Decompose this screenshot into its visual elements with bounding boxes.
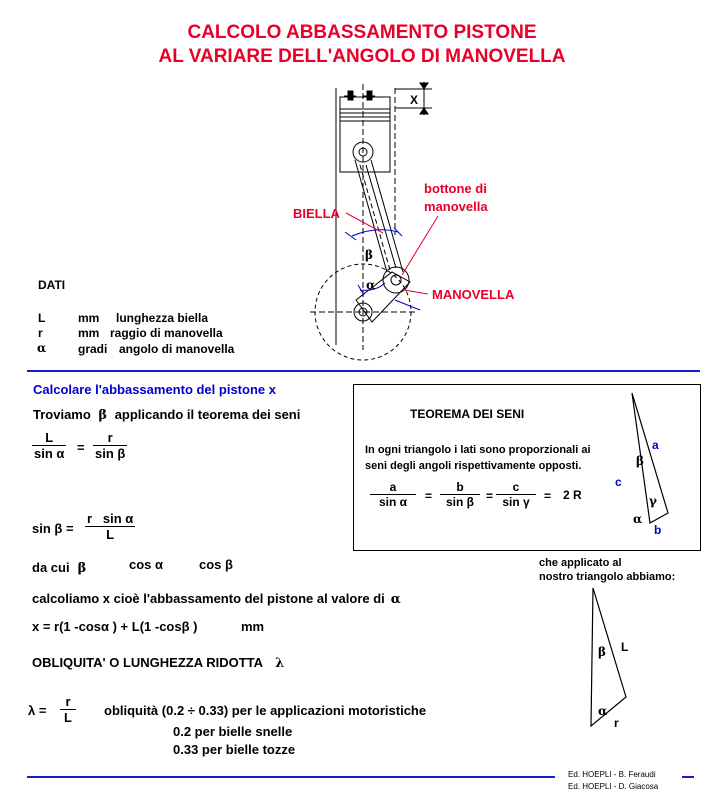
bielle-tozze: 0.33 per bielle tozze xyxy=(173,742,296,757)
dati-unit-alpha: gradi xyxy=(78,342,108,356)
calcoliamo-text: calcoliamo x cioè l'abbassamento del pistone al valore di α xyxy=(32,591,401,607)
eq2-lhs: sin β = xyxy=(32,521,74,536)
eq2-frac: $\frac{\text{r sin α}}{L}$ xyxy=(87,511,134,542)
crank-circle xyxy=(310,264,418,360)
top-rule xyxy=(27,370,700,372)
tri-b-label: b xyxy=(654,523,662,537)
tri-gamma-label: γ xyxy=(649,494,657,508)
teorema-frac-c: $\frac{c}{\text{sin γ}}$ xyxy=(496,480,536,509)
dati-unit-L: mm xyxy=(78,311,100,325)
eq1-frac-right: $\frac{r}{\text{sin β}}$ xyxy=(95,430,126,461)
dati-unit-r: mm xyxy=(78,326,100,340)
eq1-equals: = xyxy=(77,440,85,455)
teorema-eq-2: = xyxy=(486,489,494,503)
tri-beta-label: β xyxy=(636,454,644,468)
applicato-line2: nostro triangolo abbiamo: xyxy=(539,571,676,583)
footer-line1: Ed. HOEPLI - B. Feraudi xyxy=(568,770,656,779)
da-cui: da cui β xyxy=(32,560,87,576)
teorema-frac-b: $\frac{b}{\text{sin β}}$ xyxy=(440,480,480,509)
bottone-label-line2: manovella xyxy=(424,199,488,214)
applied-r-label: r xyxy=(614,716,619,730)
crank-mechanism-diagram xyxy=(0,0,724,370)
angle-arcs xyxy=(345,228,420,310)
biella-label: BIELLA xyxy=(293,206,340,221)
lambda-frac: $\frac{r}{L}$ xyxy=(60,694,76,725)
obliquita-text: obliquità (0.2 ÷ 0.33) per le applicazioni motoristiche xyxy=(104,703,427,718)
dati-desc-L: lunghezza biella xyxy=(116,311,209,325)
applied-triangle xyxy=(580,585,640,735)
page-title-line1: CALCOLO ABBASSAMENTO PISTONE xyxy=(187,22,537,43)
applied-alpha-label: α xyxy=(598,704,608,718)
dati-desc-alpha: angolo di manovella xyxy=(119,342,235,356)
dati-heading: DATI xyxy=(38,278,66,292)
dati-sym-L: L xyxy=(38,311,46,325)
bottone-label-line1: bottone di xyxy=(424,181,487,196)
x-label: X xyxy=(410,93,419,107)
tri-alpha-label: α xyxy=(633,512,643,526)
teorema-2r: 2 R xyxy=(563,488,582,502)
x-formula: x = r(1 -cosα ) + L(1 -cosβ ) xyxy=(32,619,198,634)
page-title-line2: AL VARIARE DELL'ANGOLO DI MANOVELLA xyxy=(158,46,566,67)
teorema-frac-a: $\frac{a}{\text{sin α}}$ xyxy=(370,480,416,509)
bielle-snelle: 0.2 per bielle snelle xyxy=(173,724,293,739)
cos-beta: cos β xyxy=(199,557,233,572)
connecting-rod xyxy=(355,160,403,272)
obliquita-title: OBLIQUITA' O LUNGHEZZA RIDOTTA λ xyxy=(32,655,285,671)
bottom-rule xyxy=(27,776,555,778)
diagram-beta-label: β xyxy=(365,248,373,262)
troviamo-text: Troviamo β applicando il teorema dei seni xyxy=(33,407,301,423)
applicato-line1: che applicato al xyxy=(539,557,622,569)
manovella-label: MANOVELLA xyxy=(432,287,515,302)
calc-heading: Calcolare l'abbassamento del pistone x xyxy=(33,382,276,397)
bottom-rule-tail xyxy=(682,776,694,778)
dati-desc-r: raggio di manovella xyxy=(110,326,223,340)
applied-beta-label: β xyxy=(598,645,606,659)
teorema-triangle xyxy=(600,385,700,550)
tri-a-label: a xyxy=(652,438,659,452)
teorema-title: TEOREMA DEI SENI xyxy=(410,407,525,421)
cos-alpha: cos α xyxy=(129,557,164,572)
applied-L-label: L xyxy=(621,640,629,654)
teorema-eq-3: = xyxy=(544,489,552,503)
footer-line2: Ed. HOEPLI - D. Giacosa xyxy=(568,782,659,791)
diagram-alpha-label: α xyxy=(366,278,376,292)
eq1-frac-left: $\frac{L}{\text{sin α}}$ xyxy=(34,430,65,461)
teorema-text1: In ogni triangolo i lati sono proporzionali ai xyxy=(365,444,591,456)
tri-c-label: c xyxy=(615,475,622,489)
lambda-lhs: λ = xyxy=(28,703,47,718)
dati-sym-alpha: α xyxy=(37,341,47,355)
teorema-eq-1: = xyxy=(425,489,433,503)
teorema-text2: seni degli angoli rispettivamente opposti. xyxy=(365,460,582,472)
dati-sym-r: r xyxy=(38,326,43,340)
x-formula-unit: mm xyxy=(241,619,265,634)
piston xyxy=(336,84,395,350)
